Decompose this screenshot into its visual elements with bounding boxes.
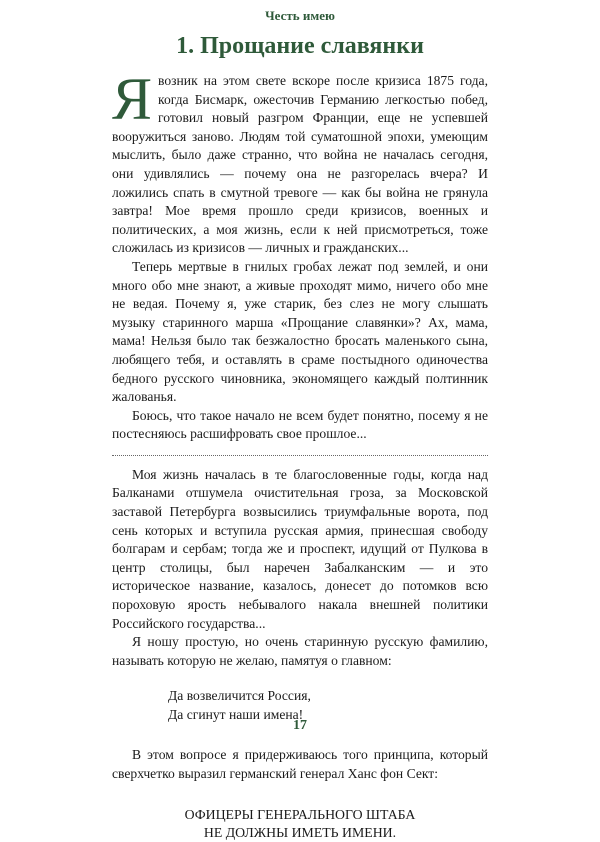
verse-line: Да возвеличится Россия, xyxy=(168,688,311,704)
paragraph-6: В этом вопросе я придерживаюсь того принципа, который сверхчетко выразил германский генерал Ханс фон Сект: xyxy=(112,747,488,781)
section-divider xyxy=(112,455,488,456)
paragraph-4: Моя жизнь началась в те благословенные годы, когда над Балканами отшумела очистительная гроза, за Московской заставой Петербурга возвысились триумфальные ворота, под сень которых и вступила русская армия, принесшая свободу болгарам и сербам; тогда же и проспект, идущий от Пулкова в центр столицы, был наречен Забалканским — и это историческое название, казалось, донесет до потомков всю пороховую ярость небывалого накала внешней политики Российского государства... xyxy=(112,466,488,631)
quote-line: НЕ ДОЛЖНЫ ИМЕТЬ ИМЕНИ. xyxy=(203,824,397,840)
paragraph-2: Теперь мертвые в гнилых гробах лежат под землей, и они много обо мне знают, а живые проходят мимо, ничего обо мне не ведая. Почему я, уже старик, без слез не могу слышать музыку старинного марша «Прощание славянки»? Ах, мама, мама! Нельзя было так безжалостно бросать маленького сына, любящего тебя, и оставлять в сраме постыдного одиночества бедного русского чиновника, экономящего каждый полтинник жалованья. xyxy=(112,258,488,405)
verse-line: Да сгинут наши имена! xyxy=(168,707,304,723)
paragraph-1-text: возник на этом свете вскоре после кризиса 1875 года, когда Бисмарк, ожесточив Германию легкостью побед, готовил новый разгром Франции, еще не успевшей вооружиться заново. Людям той суматошной эпохи, умеющим мыслить, было даже странно, что война не началась сегодня, они удивлялись — почему она не разгорелась вчера? И ложились спать в смутной тревоге — как бы война не грянула завтра! Мое время прошло среди кризисов, военных и политических, а моя жизнь, если к ней присмотреться, тоже сложилась из кризисов — личных и гражданских... xyxy=(112,73,488,256)
quote-line: ОФИЦЕРЫ ГЕНЕРАЛЬНОГО ШТАБА xyxy=(184,806,416,822)
paragraph-5: Я ношу простую, но очень старинную русскую фамилию, называть которую не желаю, памятуя о главном: xyxy=(112,634,488,668)
drop-cap: Я xyxy=(112,66,153,132)
running-head: Честь имею xyxy=(265,8,335,23)
paragraph-1 xyxy=(112,66,488,258)
chapter-title: 1. Прощание славянки xyxy=(176,33,424,59)
paragraph-3: Боюсь, что такое начало не всем будет понятно, посему я не постесняюсь расшифровать свое прошлое... xyxy=(112,407,488,442)
quote xyxy=(112,806,488,842)
page-number: 17 xyxy=(293,718,307,733)
